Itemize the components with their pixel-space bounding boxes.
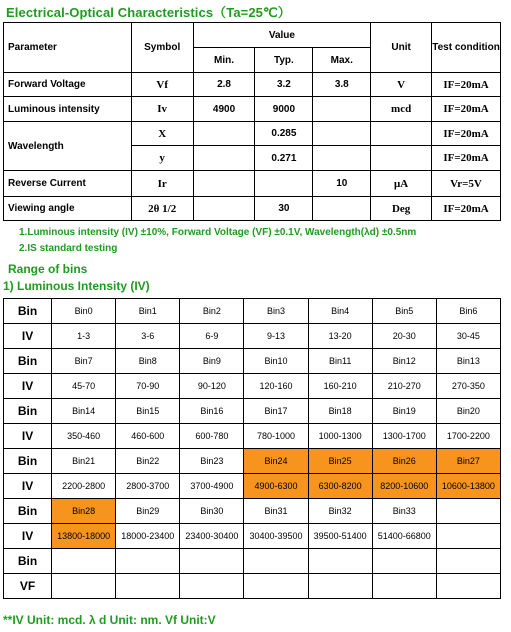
bin-iv-range-cell: 2800-3700: [116, 474, 180, 499]
note-tolerance: 1.Luminous intensity (IV) ±10%, Forward Voltage (VF) ±0.1V, Wavelength(λd) ±0.5nm: [19, 227, 417, 238]
row-header-bin: Bin: [4, 349, 52, 374]
header-value: Value: [193, 23, 371, 48]
bin-name-cell: Bin32: [308, 499, 372, 524]
bin-iv-range-cell: 45-70: [52, 374, 116, 399]
bin-name-cell: Bin25: [308, 449, 372, 474]
luminous-intensity-heading: 1) Luminous Intensity (IV): [3, 279, 150, 293]
row-header-iv: IV: [4, 474, 52, 499]
symbol-cell: y: [131, 146, 193, 171]
bin-iv-row: [4, 474, 501, 499]
table-row: [4, 73, 501, 97]
bin-iv-range-cell: 6300-8200: [308, 474, 372, 499]
bin-name-cell: Bin26: [372, 449, 436, 474]
bin-name-cell: Bin16: [180, 399, 244, 424]
bin-name-cell: Bin24: [244, 449, 308, 474]
bin-iv-range-cell: 13800-18000: [52, 524, 116, 549]
header-max: Max.: [313, 48, 371, 73]
typ-cell: 9000: [255, 97, 313, 122]
bin-iv-row: [4, 324, 501, 349]
bin-iv-range-cell: 210-270: [372, 374, 436, 399]
bin-name-cell: Bin9: [180, 349, 244, 374]
max-cell: [313, 122, 371, 146]
bin-iv-range-cell: 70-90: [116, 374, 180, 399]
row-header-iv: IV: [4, 324, 52, 349]
symbol-cell: Iv: [131, 97, 193, 122]
bin-name-row: [4, 499, 501, 524]
typ-cell: 3.2: [255, 73, 313, 97]
table-row: [4, 197, 501, 221]
bin-iv-range-cell: 2200-2800: [52, 474, 116, 499]
row-header-iv: IV: [4, 374, 52, 399]
header-symbol: Symbol: [131, 23, 193, 73]
unit-cell: [371, 122, 432, 146]
bin-iv-range-cell: 350-460: [52, 424, 116, 449]
condition-cell: IF=20mA: [432, 146, 501, 171]
note-standard: 2.IS standard testing: [19, 243, 118, 254]
bin-name-cell: Bin30: [180, 499, 244, 524]
bin-name-cell: Bin10: [244, 349, 308, 374]
bin-iv-range-cell: 30400-39500: [244, 524, 308, 549]
bin-name-cell: Bin19: [372, 399, 436, 424]
row-header-bin: Bin: [4, 449, 52, 474]
bin-iv-range-cell: 8200-10600: [372, 474, 436, 499]
condition-cell: Vr=5V: [432, 171, 501, 197]
symbol-cell: X: [131, 122, 193, 146]
bin-iv-range-cell: 13-20: [308, 324, 372, 349]
row-header-bin: Bin: [4, 399, 52, 424]
bin-iv-range-cell: 30-45: [436, 324, 500, 349]
typ-cell: [255, 171, 313, 197]
bin-iv-range-cell: 120-160: [244, 374, 308, 399]
bin-iv-range-cell: 20-30: [372, 324, 436, 349]
bin-iv-row: [4, 424, 501, 449]
page-title: Electrical-Optical Characteristics（Ta=25℃）: [6, 5, 291, 20]
row-header-vf: VF: [4, 574, 52, 599]
bin-iv-range-cell: 780-1000: [244, 424, 308, 449]
bin-name-cell: Bin3: [244, 299, 308, 324]
bin-name-cell: Bin12: [372, 349, 436, 374]
bin-name-cell: Bin1: [116, 299, 180, 324]
bin-name-cell: Bin11: [308, 349, 372, 374]
header-unit: Unit: [371, 23, 432, 73]
condition-cell: IF=20mA: [432, 73, 501, 97]
bin-iv-row: [4, 524, 501, 549]
condition-cell: IF=20mA: [432, 122, 501, 146]
bin-iv-range-cell: 3700-4900: [180, 474, 244, 499]
bin-name-cell: Bin2: [180, 299, 244, 324]
min-cell: [193, 146, 255, 171]
bin-iv-range-cell: 1-3: [52, 324, 116, 349]
param-cell: Luminous intensity: [4, 97, 132, 122]
bin-iv-range-cell: 4900-6300: [244, 474, 308, 499]
bin-name-cell: Bin33: [372, 499, 436, 524]
typ-cell: 0.271: [255, 146, 313, 171]
unit-cell: [371, 146, 432, 171]
bin-name-row: [4, 449, 501, 474]
header-parameter: Parameter: [4, 23, 132, 73]
bin-name-cell: Bin23: [180, 449, 244, 474]
bin-name-cell: Bin29: [116, 499, 180, 524]
row-header-bin: Bin: [4, 549, 52, 574]
param-cell: Wavelength: [4, 122, 132, 171]
condition-cell: IF=20mA: [432, 97, 501, 122]
bin-name-cell: Bin28: [52, 499, 116, 524]
unit-cell: μA: [371, 171, 432, 197]
condition-cell: IF=20mA: [432, 197, 501, 221]
bin-name-cell: Bin27: [436, 449, 500, 474]
typ-cell: 30: [255, 197, 313, 221]
bin-iv-range-cell: 51400-66800: [372, 524, 436, 549]
bin-name-cell: Bin5: [372, 299, 436, 324]
bins-table: [3, 298, 501, 599]
max-cell: 3.8: [313, 73, 371, 97]
bin-name-cell: Bin4: [308, 299, 372, 324]
bin-name-cell: Bin13: [436, 349, 500, 374]
max-cell: [313, 146, 371, 171]
range-of-bins-heading: Range of bins: [8, 262, 88, 276]
min-cell: [193, 122, 255, 146]
symbol-cell: Ir: [131, 171, 193, 197]
bin-iv-range-cell: 90-120: [180, 374, 244, 399]
typ-cell: 0.285: [255, 122, 313, 146]
bin-iv-range-cell: 1000-1300: [308, 424, 372, 449]
max-cell: [313, 197, 371, 221]
bin-iv-range-cell: 18000-23400: [116, 524, 180, 549]
bin-name-cell: Bin20: [436, 399, 500, 424]
bin-name-cell: Bin18: [308, 399, 372, 424]
table-row: [4, 171, 501, 197]
bin-iv-range-cell: 6-9: [180, 324, 244, 349]
bin-name-row: [4, 349, 501, 374]
bin-name-cell: Bin21: [52, 449, 116, 474]
bin-name-row: [4, 299, 501, 324]
bin-iv-range-cell: 9-13: [244, 324, 308, 349]
unit-cell: V: [371, 73, 432, 97]
bin-name-cell: Bin8: [116, 349, 180, 374]
symbol-cell: 2θ 1/2: [131, 197, 193, 221]
bin-iv-row: [4, 374, 501, 399]
bin-name-cell: Bin17: [244, 399, 308, 424]
bin-iv-range-cell: 39500-51400: [308, 524, 372, 549]
min-cell: [193, 197, 255, 221]
bin-name-cell: [436, 499, 500, 524]
bin-iv-range-cell: 600-780: [180, 424, 244, 449]
header-min: Min.: [193, 48, 255, 73]
bin-iv-range-cell: 23400-30400: [180, 524, 244, 549]
max-cell: [313, 97, 371, 122]
row-header-iv: IV: [4, 524, 52, 549]
unit-cell: Deg: [371, 197, 432, 221]
bin-iv-range-cell: 1300-1700: [372, 424, 436, 449]
bin-iv-range-cell: 10600-13800: [436, 474, 500, 499]
row-header-iv: IV: [4, 424, 52, 449]
bin-iv-range-cell: 1700-2200: [436, 424, 500, 449]
row-header-bin: Bin: [4, 299, 52, 324]
row-header-bin: Bin: [4, 499, 52, 524]
bin-iv-range-cell: 160-210: [308, 374, 372, 399]
bin-name-cell: Bin7: [52, 349, 116, 374]
bin-name-cell: Bin15: [116, 399, 180, 424]
bin-name-cell: Bin6: [436, 299, 500, 324]
table-row: [4, 97, 501, 122]
header-test-condition: Test condition: [432, 23, 501, 73]
symbol-cell: Vf: [131, 73, 193, 97]
bin-iv-range-cell: 270-350: [436, 374, 500, 399]
param-cell: Reverse Current: [4, 171, 132, 197]
bin-name-cell: Bin0: [52, 299, 116, 324]
electrical-optical-table: [3, 22, 501, 221]
max-cell: 10: [313, 171, 371, 197]
table-row: [4, 122, 501, 146]
bin-iv-range-cell: 460-600: [116, 424, 180, 449]
bin-name-cell: Bin31: [244, 499, 308, 524]
bin-name-cell: Bin14: [52, 399, 116, 424]
bin-name-row: [4, 399, 501, 424]
param-cell: Viewing angle: [4, 197, 132, 221]
bin-iv-range-cell: 3-6: [116, 324, 180, 349]
bin-name-cell: Bin22: [116, 449, 180, 474]
min-cell: [193, 171, 255, 197]
bin-iv-range-cell: [436, 524, 500, 549]
units-footnote: **IV Unit: mcd. λ d Unit: nm. Vf Unit:V: [3, 613, 216, 627]
unit-cell: mcd: [371, 97, 432, 122]
min-cell: 2.8: [193, 73, 255, 97]
param-cell: Forward Voltage: [4, 73, 132, 97]
min-cell: 4900: [193, 97, 255, 122]
header-typ: Typ.: [255, 48, 313, 73]
